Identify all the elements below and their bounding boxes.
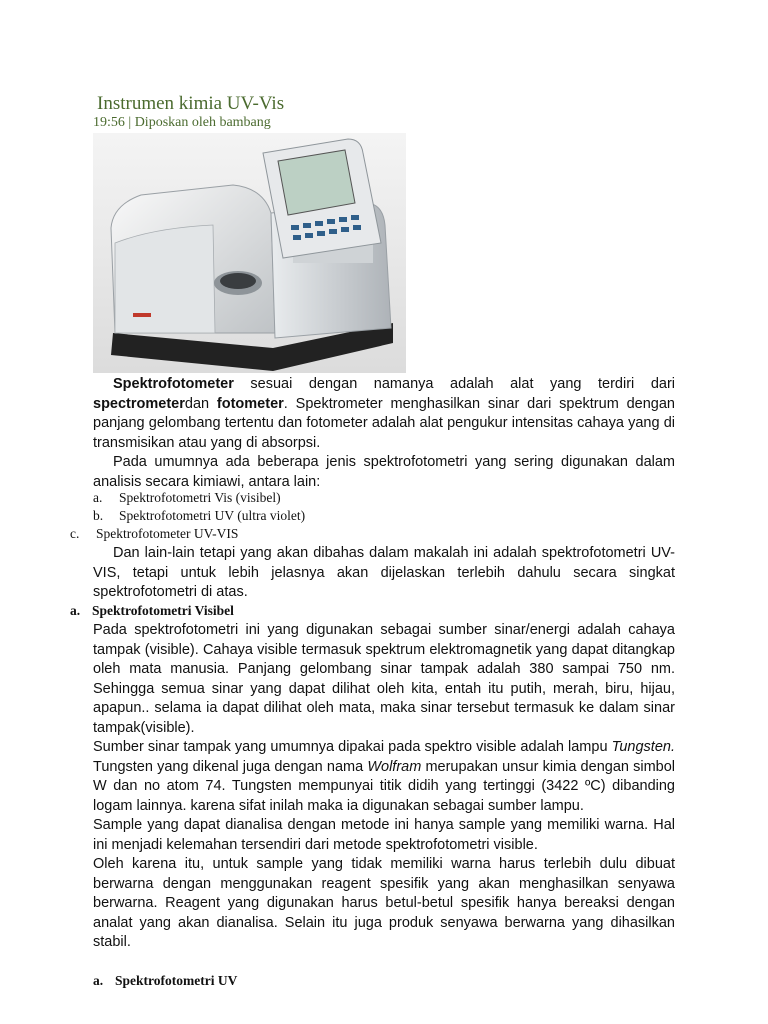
- term-spectrometer: spectrometer: [93, 395, 185, 412]
- paragraph-3: Dan lain-lain tetapi yang akan dibahas dalam makalah ini adalah spektrofotometri UV-VIS, tetapi untuk lebih jelasnya akan dijelaskan terlebih dahulu secara singkat spektrofotometri di atas.: [93, 545, 675, 600]
- term-spektrofotometer: Spektrofotometer: [113, 376, 234, 392]
- visibel-paragraph-4: Oleh karena itu, untuk sample yang tidak memiliki warna harus terlebih dulu dibuat berwarna dengan menggunakan reagent spesifik yang akan menghasilkan senyawa berwarna. Reagent yang digunakan harus betul-betul spesifik hanya bereaksi dengan analat yang akan dianalisa. Selain itu juga produk senyawa berwarna yang dihasilkan stabil.: [93, 856, 675, 950]
- spectrophotometer-photo: [93, 133, 406, 373]
- section-visibel-text: [93, 621, 675, 953]
- post-meta: 19:56 | Diposkan oleh bambang: [93, 115, 271, 130]
- intro-text: [93, 375, 675, 492]
- list-item: a. Spektrofotometri Vis (visibel): [93, 490, 281, 505]
- intro-paragraph-1: Spektrofotometer sesuai dengan namanya adalah alat yang terdiri dari spectrometerdan fotometer. Spektrometer menghasilkan sinar dari spektrum dengan panjang gelombang tertentu dan fotometer adalah alat pengukur intensitas cahaya yang di transmisikan atau yang di absorpsi.: [93, 376, 675, 451]
- visibel-paragraph-1: Pada spektrofotometri ini yang digunakan sebagai sumber sinar/energi adalah cahaya tampak (visible). Cahaya visible termasuk spektrum elektromagnetik yang dapat ditangkap oleh mata manusia. Panjang gelombang sinar tampak adalah 380 sampai 750 nm. Sehingga semua sinar yang dapat dilihat oleh kita, entah itu putih, merah, biru, hijau, apapun.. selama ia dapat dilihat oleh mata, maka sinar tersebut termasuk ke dalam sinar tampak(visible).: [93, 622, 675, 736]
- term-fotometer: fotometer: [216, 395, 284, 412]
- list-item: b. Spektrofotometri UV (ultra violet): [93, 508, 306, 523]
- visibel-paragraph-3: Sample yang dapat dianalisa dengan metode ini hanya sample yang memiliki warna. Hal ini menjadi kelemahan tersendiri dari metode spektrofotometri visible.: [93, 817, 675, 853]
- section-heading-uv: a. Spektrofotometri UV: [93, 973, 238, 988]
- post-title: Instrumen kimia UV-Vis: [97, 93, 285, 114]
- list-item: c. Spektrofotometer UV-VIS: [70, 526, 239, 541]
- intro-paragraph-2: Pada umumnya ada beberapa jenis spektrofotometri yang sering digunakan dalam analisis secara kimiawi, antara lain:: [93, 454, 675, 490]
- visibel-paragraph-2: Sumber sinar tampak yang umumnya dipakai pada spektro visible adalah lampu Tungsten. Tungsten yang dikenal juga dengan nama Wolfram merupakan unsur kimia dengan simbol W dan no atom 74. Tungsten mempunyai titik didih yang tertinggi (3422 ºC) dibanding logam lainnya. karena sifat inilah maka ia digunakan sebagai sumber lampu.: [93, 739, 675, 814]
- section-heading-visibel: a. Spektrofotometri Visibel: [70, 603, 234, 618]
